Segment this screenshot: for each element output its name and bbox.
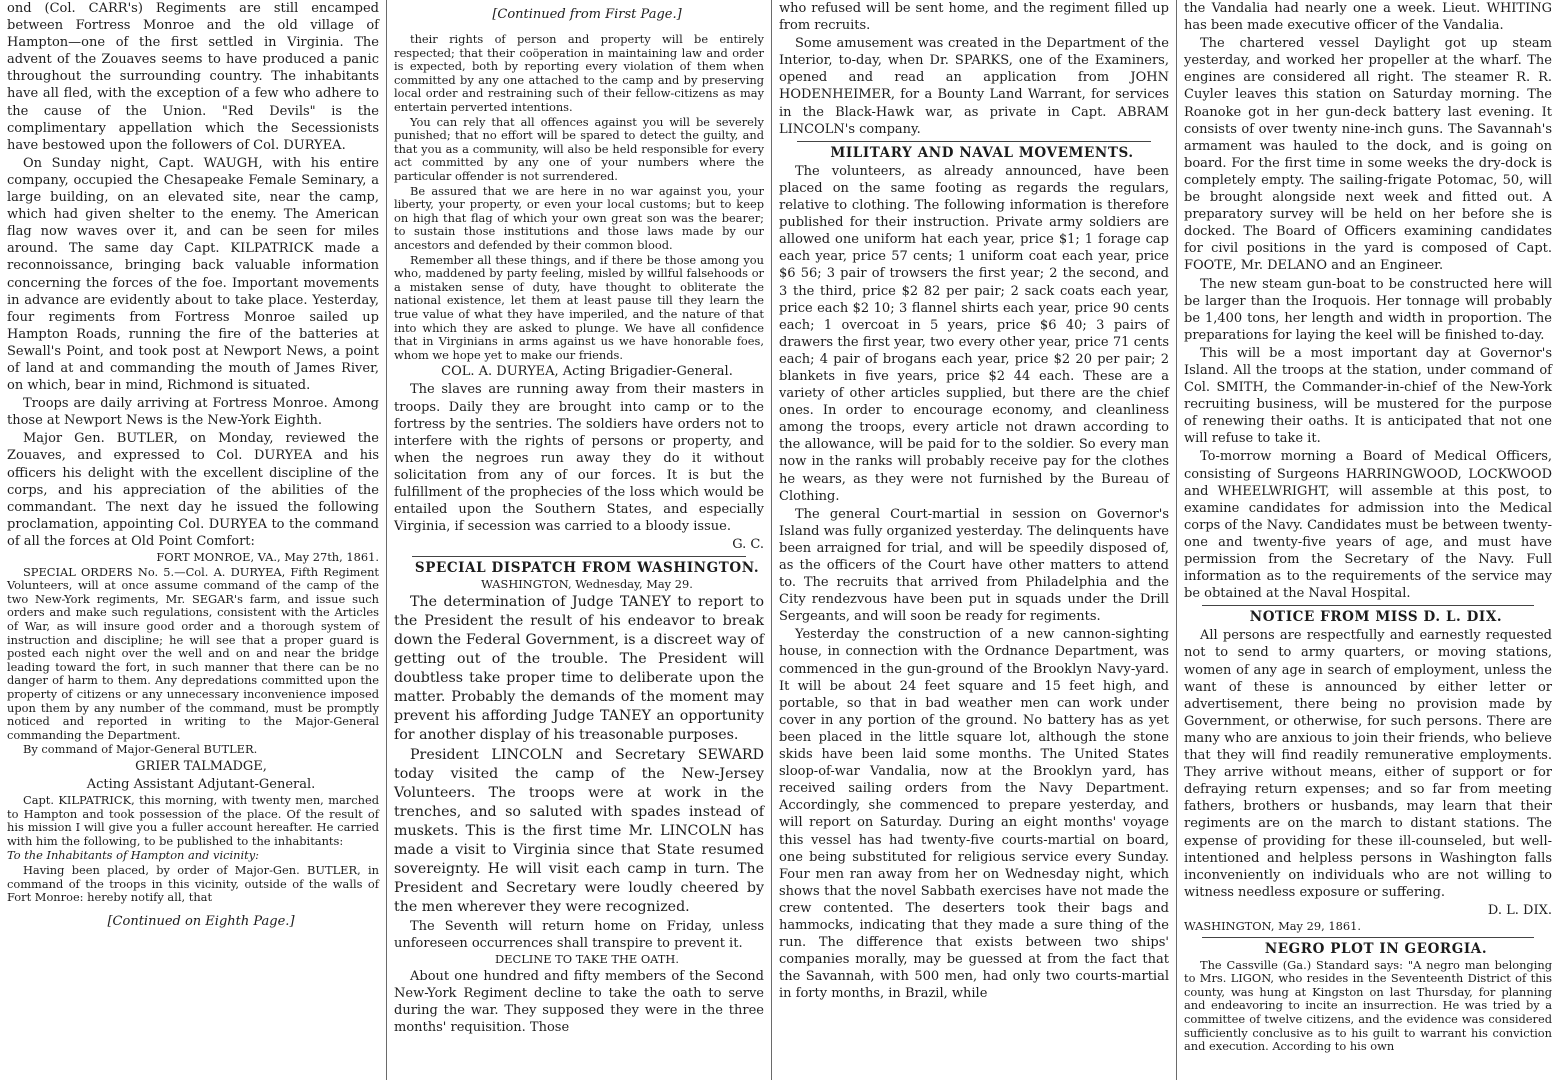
- article-paragraph: Some amusement was created in the Department of the Interior, to-day, when Dr. SPARKS, one of the Examiners, opened and read an application from JOHN HODENHEIMER, for a Bounty Land Warrant, for services in the Black-Hawk war, as private in Capt. ABRAM LINCOLN's company.: [779, 36, 1169, 137]
- subheading: DECLINE TO TAKE THE OATH.: [495, 952, 679, 967]
- section-heading: NOTICE FROM MISS D. L. DIX.: [1249, 609, 1503, 626]
- column-3: [771, 0, 1176, 1080]
- article-paragraph: who refused will be sent home, and the regiment filled up from recruits.: [779, 1, 1169, 34]
- dateline: WASHINGTON, May 29, 1861.: [1184, 918, 1361, 933]
- command-line: By command of Major-General BUTLER.: [23, 742, 258, 757]
- article-paragraph: The determination of Judge TANEY to report to the President the result of his endeavor to break down the Federal Government, is a discreet way of getting out of the trouble. The President will doubtless take proper time to deliberate upon the matter. Probably the demands of the moment may prevent his affording Judge TANEY an opportunity for another display of his treasonable purposes.: [394, 594, 764, 744]
- signature-name: GRIER TALMADGE,: [135, 758, 267, 774]
- signature-title: Acting Assistant Adjutant-General.: [86, 777, 316, 792]
- article-paragraph: All persons are respectfully and earnestly requested not to send to army quarters, or moving stations, women of any age in search of employment, unless the want of these is announced by either letter or advertisement, there being no provision made by Government, or otherwise, for such persons. There are many who are anxious to join their friends, who believe that they will find readily remunerative employments. They arrive without means, either of support or for defraying return expenses; and so far from meeting fathers, brothers or husbands, may learn that their regiments are on the march to distant stations. The expense of providing for these ill-counseled, but well-intentioned and helpless persons in Washington falls inconveniently on individuals who are not willing to witness needless exposure or suffering.: [1184, 628, 1552, 900]
- article-paragraph: This will be a most important day at Governor's Island. All the troops at the station, under command of Col. SMITH, the Commander-in-chief of the New-York recruiting business, will be mustered for the purpose of renewing their oaths. It is anticipated that not one will refuse to take it.: [1184, 345, 1552, 447]
- article-paragraph: The slaves are running away from their masters in troops. Daily they are brought into camp or to the fortress by the sentries. The soldiers have orders not to interfere with the rights of persons or property, and when the negroes run away they do it without solicitation from any of our forces. It is but the fulfillment of the prophecies of the loss which would be entailed upon the Southern States, and especially Virginia, if secession was carried to a bloody issue.: [394, 382, 764, 535]
- article-paragraph: The Seventh will return home on Friday, unless unforeseen occurrences shall transpire to prevent it.: [394, 919, 764, 952]
- column-2: [386, 0, 771, 1080]
- column-4: [1176, 0, 1559, 1080]
- article-paragraph: Capt. KILPATRICK, this morning, with twenty men, marched to Hampton and took possession of the place. Of the result of his mission I will give you a fuller account hereafter. He carried with him the following, to be published to the inhabitants:: [7, 793, 379, 848]
- section-heading: SPECIAL DISPATCH FROM WASHINGTON.: [414, 560, 760, 577]
- article-paragraph: Be assured that we are here in no war against you, your liberty, your property, or even your local customs; but to keep on high that flag of which your own great son was the bearer; to sustain those institutions and those laws made by our ancestors and defended by their common blood.: [394, 183, 764, 252]
- proclamation-heading: To the Inhabitants of Hampton and vicinity:: [7, 848, 259, 863]
- divider: [412, 556, 746, 557]
- article-paragraph: President LINCOLN and Secretary SEWARD today visited the camp of the New-Jersey Volunteers. The troops were at work in the trenches, and so saluted with spades instead of muskets. This is the first time Mr. LINCOLN has made a visit to Virginia since that State resumed sovereignty. He will visit each camp in turn. The President and Secretary were loudly cheered by the men wherever they were recognized.: [394, 747, 764, 916]
- article-paragraph: The new steam gun-boat to be constructed here will be larger than the Iroquois. Her tonnage will probably be 1,400 tons, her length and width in proportion. The preparations for laying the keel will be finished to-day.: [1184, 276, 1552, 343]
- continued-note: [Continued from First Page.]: [492, 7, 682, 22]
- article-paragraph: About one hundred and fifty members of the Second New-York Regiment decline to take the oath to serve during the war. They supposed they were in the three months' requisition. Those: [394, 968, 764, 1036]
- dateline: WASHINGTON, Wednesday, May 29.: [481, 577, 693, 592]
- article-paragraph: Yesterday the construction of a new cannon-sighting house, in connection with the Ordnance Department, was commenced in the gun-ground of the Brooklyn Navy-yard. It will be about 24 feet square and 15 feet high, and portable, so that in bad weather men can work under cover in any portion of the ground. No battery has as yet been placed in the little square lot, although the stone skids have been laid some months. The United States sloop-of-war Vandalia, now at the Brooklyn yard, has received sailing orders from the Navy Department. Accordingly, she commenced to prepare yesterday, and will report on Saturday. During an eight months' voyage this vessel has had twenty-five courts-martial on board, one being substituted for religious service every Sunday. Four men ran away from her on Wednesday night, which shows that the novel Sabbath exercises have not made the crew contented. The deserters took their bags and hammocks, indicating that they made a sure thing of the run. The difference that exists between two ships' companies morally, may be guessed at from the fact that the Savannah, with 500 men, had only two courts-martial in forty months, in Brazil, while: [779, 627, 1169, 1002]
- article-paragraph: Troops are daily arriving at Fortress Monroe. Among those at Newport News is the New-York Eighth.: [7, 396, 379, 429]
- article-paragraph: Remember all these things, and if there be those among you who, maddened by party feeling, misled by willful falsehoods or a mistaken sense of duty, have thought to obliterate the national existence, let them at least pause till they learn the true value of what they have imperiled, and the nature of that into which they are asked to plunge. We have all confidence that in Virginians in arms against us we have honorable foes, whom we hope yet to make our friends.: [394, 252, 764, 362]
- continued-note: [Continued on Eighth Page.]: [107, 913, 295, 929]
- article-paragraph: The chartered vessel Daylight got up steam yesterday, and worked her propeller at the wharf. The engines are considered all right. The steamer R. R. Cuyler leaves this station on Saturday morning. The Roanoke got in her gun-deck battery last evening. It consists of over twenty nine-inch guns. The Savannah's armament was hauled to the dock, and is going on board. For the first time in some weeks the dry-dock is completely empty. The sailing-frigate Potomac, 50, will be brought alongside next week and fitted out. A preparatory survey will be held on her before she is docked. The Board of Officers examining candidates for civil positions in the yard is composed of Capt. FOOTE, Mr. DELANO and an Engineer.: [1184, 36, 1552, 274]
- special-orders: SPECIAL ORDERS No. 5.—Col. A. DURYEA, Fifth Regiment Volunteers, will at once assume command of the camp of the two New-York regiments, Mr. SEGAR's farm, and issue such orders and make such regulations, consistent with the Articles of War, as will insure good order and a thorough system of instruction and discipline; he will see that a proper guard is posted each night over the well and on and near the bridge leading toward the fort, in such manner that there can be no danger of harm to them. Any depredations committed upon the property of citizens or any unnecessary inconvenience imposed upon them by any number of the command, must be promptly noticed and reported in writing to the Major-General commanding the Department.: [7, 564, 379, 742]
- article-paragraph: You can rely that all offences against you will be severely punished; that no effort will be spared to detect the guilty, and that you as a community, will also be held responsible for every act committed by any one of your numbers where the particular offender is not surrendered.: [394, 114, 764, 184]
- article-paragraph: the Vandalia had nearly one a week. Lieut. WHITING has been made executive officer of the Vandalia.: [1184, 1, 1552, 34]
- article-paragraph: their rights of person and property will be entirely respected; that their coöperation in maintaining law and order is expected, both by reporting every violation of them when committed by any one attached to the camp and by preserving local order and restraining such of their fellow-citizens as may entertain perverted intentions.: [394, 32, 764, 115]
- column-1: [0, 0, 386, 1080]
- article-paragraph: To-morrow morning a Board of Medical Officers, consisting of Surgeons HARRINGWOOD, LOCKWOOD and WHEELWRIGHT, will assemble at this post, to examine candidates for admission into the Medical corps of the Navy. Candidates must be between twenty-one and twenty-five years of age, and must have permission from the Secretary of the Navy. Full information as to the requirements of the service may be obtained at the Naval Hospital.: [1184, 449, 1552, 602]
- divider: [797, 141, 1151, 142]
- article-paragraph: Having been placed, by order of Major-Gen. BUTLER, in command of the troops in this vicinity, outside of the walls of Fort Monroe: hereby notify all, that: [7, 863, 379, 905]
- article-paragraph: On Sunday night, Capt. WAUGH, with his entire company, occupied the Chesapeake Female Seminary, a large building, on an elevated site, near the camp, which had given shelter to the enemy. The American flag now waves over it, and can be seen for miles around. The same day Capt. KILPATRICK made a reconnoissance, bringing back valuable information concerning the forces of the foe. Important movements in advance are evidently about to take place. Yesterday, four regiments from Fortress Monroe sailed up Hampton Roads, running the fire of the batteries at Sewall's Point, and took post at Newport News, a point of land at and commanding the mouth of James River, on which, bear in mind, Richmond is situated.: [7, 155, 379, 394]
- divider: [1202, 605, 1534, 606]
- signature-line: D. L. DIX.: [1487, 902, 1552, 918]
- article-paragraph: The volunteers, as already announced, have been placed on the same footing as regards the regulars, relative to clothing. The following information is therefore published for their instruction. Private army soldiers are allowed one uniform hat each year, price $1; 1 forage cap each year, price 57 cents; 1 uniform coat each year, price $6 56; 3 pair of trowsers the first year; 2 the second, and 3 the third, price $2 82 per pair; 2 sack coats each year, price each $2 10; 3 flannel shirts each year, price 90 cents each; 1 overcoat in 5 years, price $6 40; 3 pairs of drawers the first year, two every other year, price 71 cents each; 4 pair of brogans each year, price $2 20 per pair; 2 blankets in five years, price $2 44 each. These are a variety of other articles supplied, but there are the chief ones. In order to encourage economy, and cleanliness among the troops, every article not drawn according to the allowance, will be paid for to the soldier. So every man now in the ranks will probably receive pay for the clothes he wears, as they were not furnished by the Bureau of Clothing.: [779, 163, 1169, 504]
- section-heading: MILITARY AND NAVAL MOVEMENTS.: [830, 144, 1134, 161]
- dateline: FORT MONROE, VA., May 27th, 1861.: [156, 550, 379, 564]
- article-paragraph: ond (Col. CARR's) Regiments are still encamped between Fortress Monroe and the old village of Hampton—one of the first settled in Virginia. The advent of the Zouaves seems to have produced a panic throughout the surrounding country. The inhabitants have all fled, with the exception of a few who adhere to the cause of the Union. "Red Devils" is the complimentary appellation which the Secessionists have bestowed upon the followers of Col. DURYEA.: [7, 1, 379, 153]
- divider: [1202, 937, 1534, 938]
- article-paragraph: The Cassville (Ga.) Standard says: "A negro man belonging to Mrs. LIGON, who resides in the Seventeenth District of this county, was hung at Kingston on last Thursday, for planning and endeavoring to incite an insurrection. He was tried by a committee of twelve citizens, and the evidence was considered sufficiently conclusive as to his guilt to warrant his conviction and execution. According to his own: [1184, 957, 1552, 1054]
- article-paragraph: The general Court-martial in session on Governor's Island was fully organized yesterday. The delinquents have been arraigned for trial, and will be speedily disposed of, as the officers of the Court have other matters to attend to. The recruits that arrived from Philadelphia and the City rendezvous have been put in squads under the Drill Sergeants, and will soon be ready for regiments.: [779, 506, 1169, 625]
- signature-line: COL. A. DURYEA, Acting Brigadier-General.: [441, 364, 733, 380]
- article-paragraph: Major Gen. BUTLER, on Monday, reviewed the Zouaves, and expressed to Col. DURYEA and his officers his delight with the excellent discipline of the corps, and his appreciation of the abilities of the commandant. The next day he issued the following proclamation, appointing Col. DURYEA to the command of all the forces at Old Point Comfort:: [7, 431, 379, 549]
- initials: G. C.: [732, 537, 764, 553]
- section-heading: NEGRO PLOT IN GEORGIA.: [1264, 940, 1488, 957]
